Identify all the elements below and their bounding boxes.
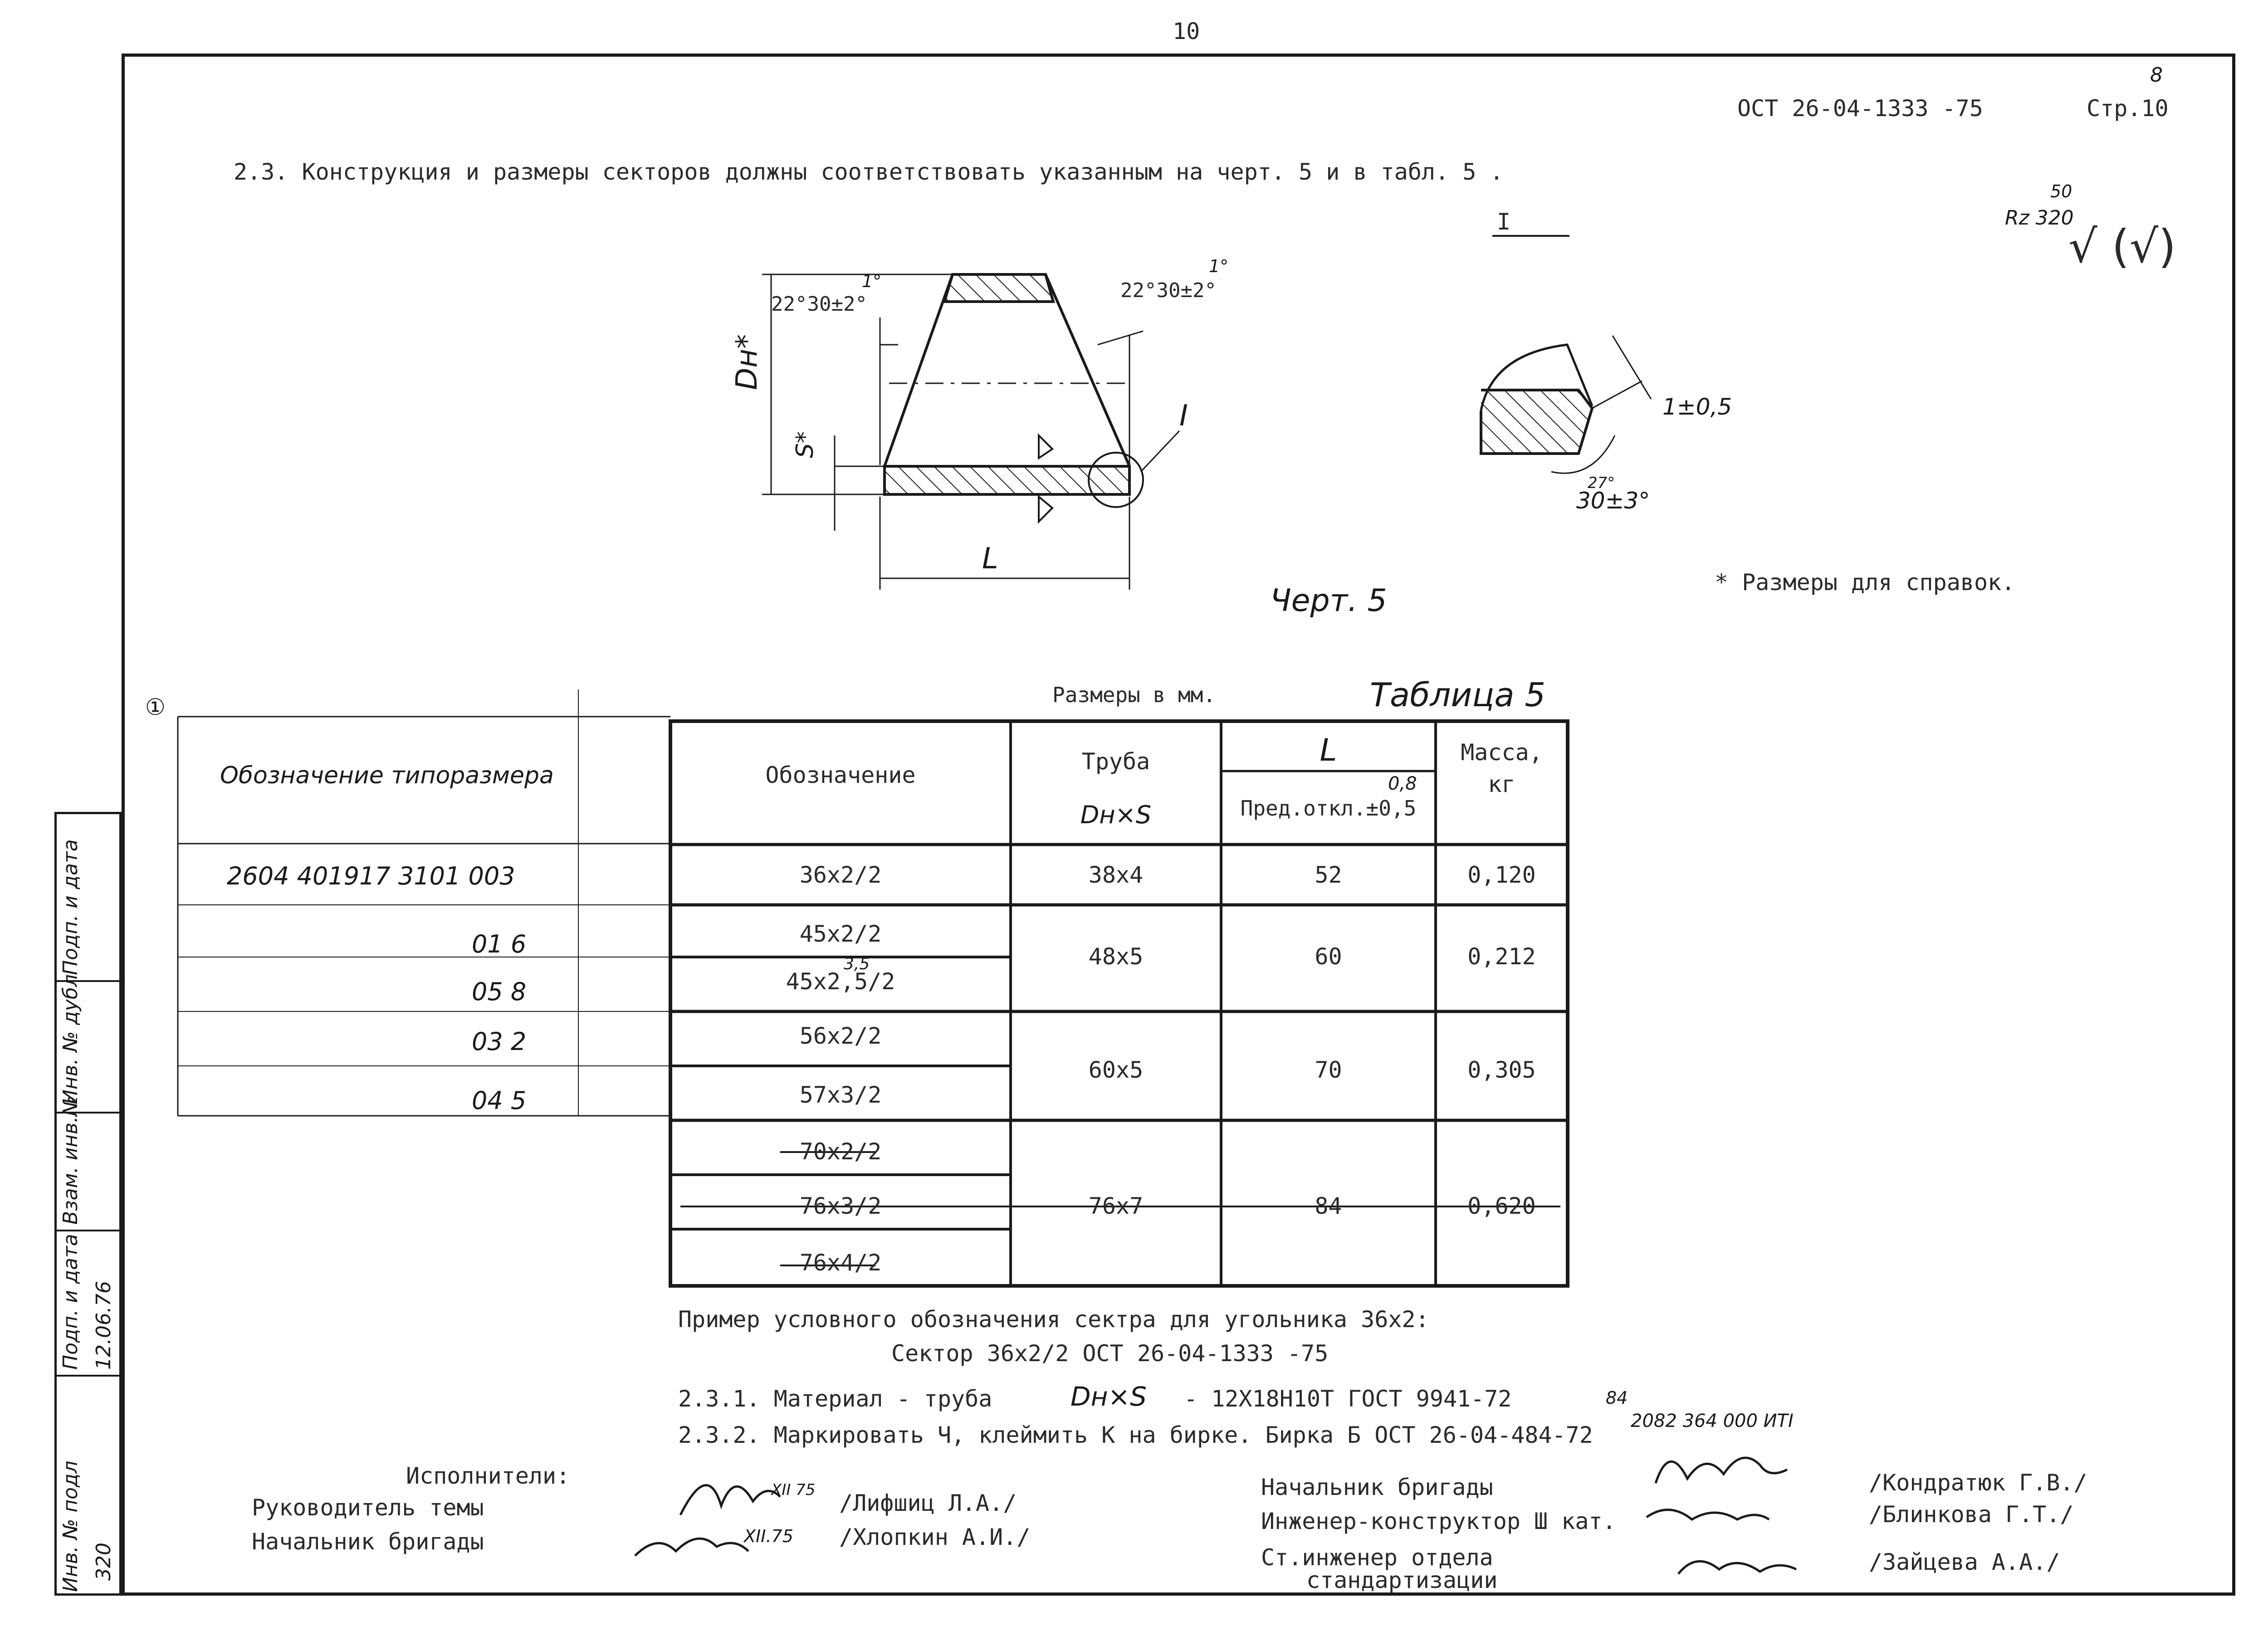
designation-cell: 45x2,5/2: [786, 968, 895, 995]
sign-name: /Кондратюк Г.В./: [1869, 1470, 2087, 1496]
stamp-label: Инв. № дубл: [59, 974, 82, 1104]
designation-fix: 3,5: [844, 955, 870, 973]
page-number-top: 10: [1173, 18, 1200, 44]
table-revision-mark: ①: [145, 694, 166, 720]
callout-label: I: [1179, 399, 1188, 433]
mass-cell: 0,120: [1467, 862, 1536, 888]
standard-number: ОСТ 26-04-1333 -75: [1737, 95, 1983, 122]
roughness-alt: 50: [2050, 181, 2072, 201]
detail-mark: I: [1497, 209, 1511, 235]
sign-role: Ст.инженер отдела: [1261, 1544, 1493, 1571]
sign-role: Руководитель темы: [252, 1494, 484, 1521]
header-type-designation: Обозначение типоразмера: [220, 762, 554, 789]
designation-cell: 76x3/2: [799, 1193, 882, 1219]
sign-date: XII.75: [744, 1526, 793, 1546]
angle-right-label: 22°30±2°: [1120, 279, 1217, 302]
header-mass-unit: кг: [1488, 771, 1515, 797]
mass-cell: 0,305: [1467, 1057, 1536, 1083]
material-line2-mark: 84: [1606, 1388, 1628, 1408]
sign-name: /Зайцева А.А./: [1869, 1549, 2060, 1575]
l-cell: 52: [1315, 862, 1342, 888]
example-line1: Пример условного обозначения сектра для угольника 36x2:: [678, 1306, 1429, 1333]
detail-gap-label: 1±0,5: [1662, 394, 1732, 420]
dim-s-label: S*: [792, 431, 819, 458]
material-line1-c: - 12Х18Н10Т ГОСТ 9941-72: [1184, 1386, 1512, 1412]
detail-angle-label: 30±3°: [1576, 488, 1650, 514]
dim-dh-label: Dн*: [730, 334, 764, 390]
pipe-cell: 48x5: [1088, 943, 1144, 970]
l-cell: 60: [1315, 943, 1342, 970]
sign-role-2: стандартизации: [1306, 1567, 1498, 1593]
designation-cell: 56x2/2: [799, 1023, 882, 1049]
header-l: L: [1320, 733, 1337, 768]
example-line2: Сектор 36x2/2 ОСТ 26-04-1333 -75: [891, 1340, 1329, 1367]
header-designation: Обозначение: [765, 762, 916, 788]
type-code: 03 2: [472, 1027, 527, 1056]
sign-date: XII 75: [771, 1481, 816, 1499]
dim-l-label: L: [982, 542, 998, 576]
pipe-cell: 38x4: [1088, 862, 1144, 888]
angle-right-tol: 1°: [1209, 256, 1229, 276]
clause-2-3: 2.3. Конструкция и размеры секторов должны соответствовать указанным на черт. 5 и в табл. 5 .: [234, 159, 1504, 185]
header-l-tol-new: 0,8: [1388, 773, 1417, 794]
header-pipe: Труба: [1081, 748, 1150, 775]
l-cell: 84: [1315, 1193, 1342, 1219]
header-pipe-sub: Dн×S: [1080, 801, 1152, 829]
type-code: 01 6: [472, 930, 527, 958]
type-code: 2604 401917 3101 003: [227, 862, 515, 890]
sign-role: Начальник бригады: [1261, 1474, 1493, 1500]
stamp-label: Инв. № подл: [59, 1460, 82, 1592]
sign-role: Начальник бригады: [252, 1529, 484, 1555]
pipe-cell: 76x7: [1088, 1193, 1144, 1219]
sign-name: /Блинкова Г.Т./: [1869, 1501, 2074, 1528]
page-mark: 8: [2150, 63, 2163, 87]
stamp-label: Подп. и дата: [59, 1234, 82, 1370]
material-line1-a: 2.3.1. Материал - труба: [678, 1386, 992, 1412]
material-line2: 2.3.2. Маркировать Ч, клеймить К на бирке. Бирка Б ОСТ 26-04-484-72: [678, 1422, 1593, 1448]
stamp-label: Подп. и дата: [59, 839, 82, 975]
l-cell: 70: [1315, 1057, 1342, 1083]
type-code: 05 8: [472, 977, 527, 1006]
mass-cell: 0,620: [1467, 1193, 1536, 1219]
angle-left-label: 22°30±2°: [771, 293, 867, 316]
header-l-tol: Пред.откл.±0,5: [1240, 796, 1417, 820]
page-label: Стр.10: [2087, 95, 2169, 122]
stamp-label: Взам. инв.№: [59, 1095, 82, 1225]
sign-role: Инженер-конструктор Ш кат.: [1261, 1508, 1616, 1534]
stamp-date: 12.06.76: [92, 1281, 115, 1370]
material-line2-fix: 2082 364 000 ИТI: [1631, 1411, 1794, 1431]
designation-cell: 36x2/2: [799, 862, 882, 888]
detail-angle-alt: 27°: [1588, 474, 1615, 492]
angle-left-tol: 1°: [862, 271, 882, 291]
stamp-inv-number: 320: [92, 1543, 115, 1581]
type-code: 04 5: [472, 1086, 527, 1115]
roughness-symbol: √ (√): [2068, 220, 2176, 273]
executors-label: Исполнители:: [406, 1463, 570, 1489]
roughness-value: Rz 320: [2005, 206, 2074, 230]
pipe-cell: 60x5: [1088, 1057, 1144, 1083]
table-units: Размеры в мм.: [1052, 683, 1216, 707]
designation-cell: 57x3/2: [799, 1082, 882, 1108]
header-mass: Масса,: [1461, 739, 1543, 766]
designation-cell: 76x4/2: [799, 1250, 882, 1276]
drawing-caption: Черт. 5: [1270, 583, 1387, 619]
designation-cell: 45x2/2: [799, 921, 882, 947]
sign-name: /Хлопкин А.И./: [839, 1524, 1031, 1550]
reference-note: * Размеры для справок.: [1715, 569, 2015, 596]
table-title: Таблица 5: [1370, 676, 1546, 714]
material-line1-b: Dн×S: [1070, 1381, 1147, 1412]
side-stamp: [54, 812, 122, 1596]
mass-cell: 0,212: [1467, 943, 1536, 970]
designation-cell: 70x2/2: [799, 1138, 882, 1165]
sign-name: /Лифшиц Л.А./: [839, 1490, 1017, 1516]
